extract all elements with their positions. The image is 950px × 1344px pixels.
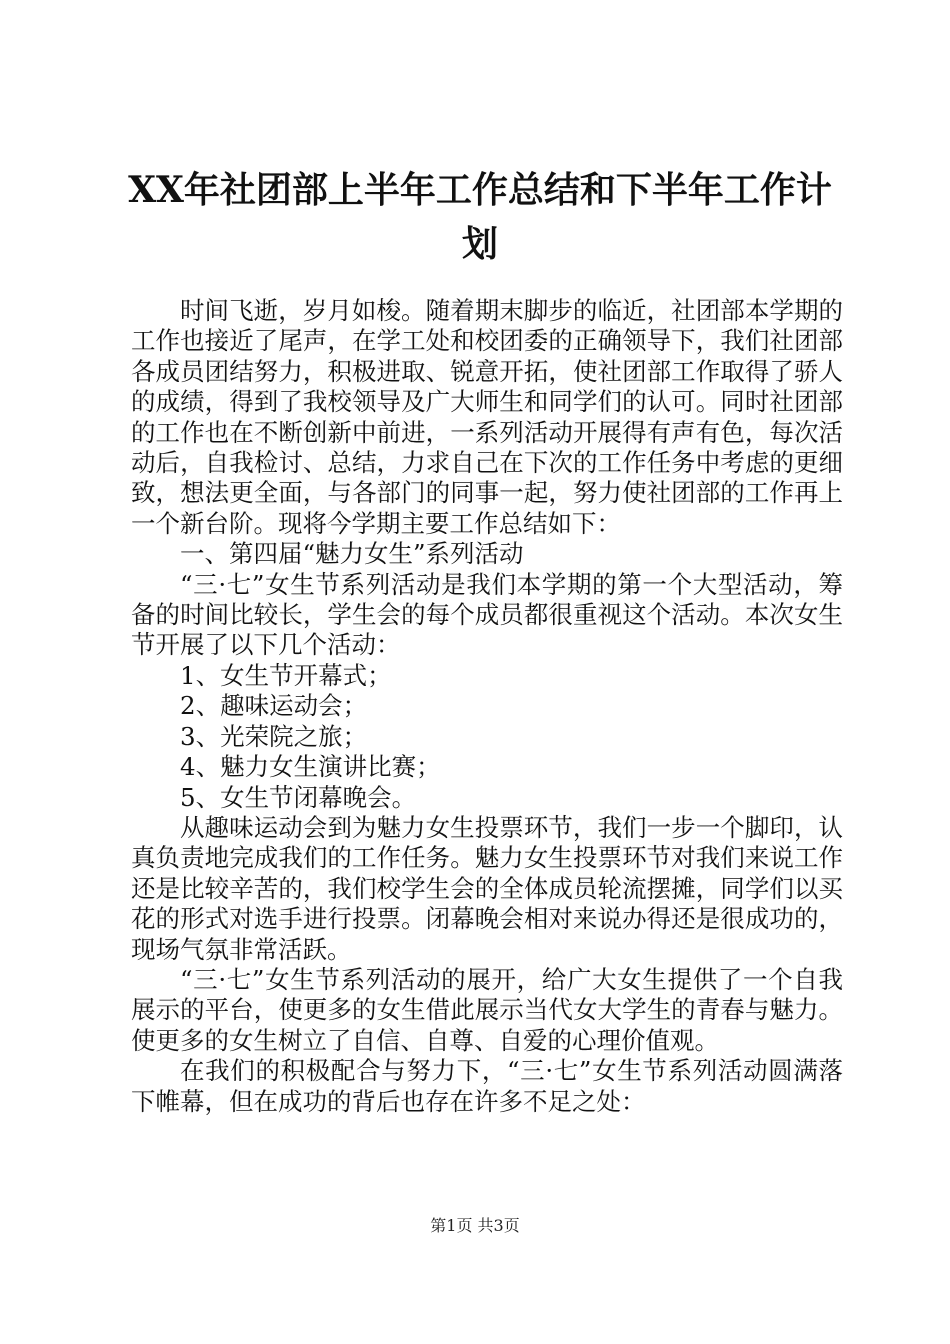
paragraph-platform: “三·七”女生节系列活动的展开，给广大女生提供了一个自我展示的平台，使更多的女生借此展示当代女大学生的青春与魅力。使更多的女生树立了自信、自尊、自爱的心理价值观。	[131, 964, 843, 1055]
page-number-footer: 第1页 共3页	[430, 1216, 520, 1235]
section-heading: 一、第四届“魅力女生”系列活动	[180, 539, 524, 569]
list-item: 1、女生节开幕式；	[180, 660, 392, 690]
paragraph-intro: 时间飞逝，岁月如梭。随着期末脚步的临近，社团部本学期的工作也接近了尾声，在学工处和校团委的正确领导下，我们社团部各成员团结努力，积极进取、锐意开拓，使社团部工作取得了骄人的成绩，得到了我校领导及广大师生和同学们的认可。同时社团部的工作也在不断创新中前进，一系列活动开展得有声有色，每次活动后，自我检讨、总结，力求自己在下次的工作任务中考虑的更细致，想法更全面，与各部门的同事一起，努力使社团部的工作再上一个新台阶。现将今学期主要工作总结如下：	[131, 296, 843, 538]
document-title-continued: 划	[461, 223, 498, 265]
document-title: XX年社团部上半年工作总结和下半年工作计	[128, 169, 832, 211]
list-item: 4、魅力女生演讲比赛；	[180, 752, 441, 782]
list-item: 5、女生节闭幕晚会。	[180, 782, 417, 812]
list-item: 2、趣味运动会；	[180, 691, 368, 721]
paragraph-voting: 从趣味运动会到为魅力女生投票环节，我们一步一个脚印，认真负责地完成我们的工作任务。魅力女生投票环节对我们来说工作还是比较辛苦的，我们校学生会的全体成员轮流摆摊，同学们以买花的形式对选手进行投票。闭幕晚会相对来说办得还是很成功的，现场气氛非常活跃。	[131, 812, 843, 964]
list-item: 3、光荣院之旅；	[180, 721, 368, 751]
paragraph-conclusion: 在我们的积极配合与努力下，“三·七”女生节系列活动圆满落下帷幕，但在成功的背后也存在许多不足之处：	[131, 1056, 843, 1116]
paragraph-activity-intro: “三·七”女生节系列活动是我们本学期的第一个大型活动，筹备的时间比较长，学生会的每个成员都很重视这个活动。本次女生节开展了以下几个活动：	[131, 569, 843, 660]
document-body	[131, 296, 843, 1117]
